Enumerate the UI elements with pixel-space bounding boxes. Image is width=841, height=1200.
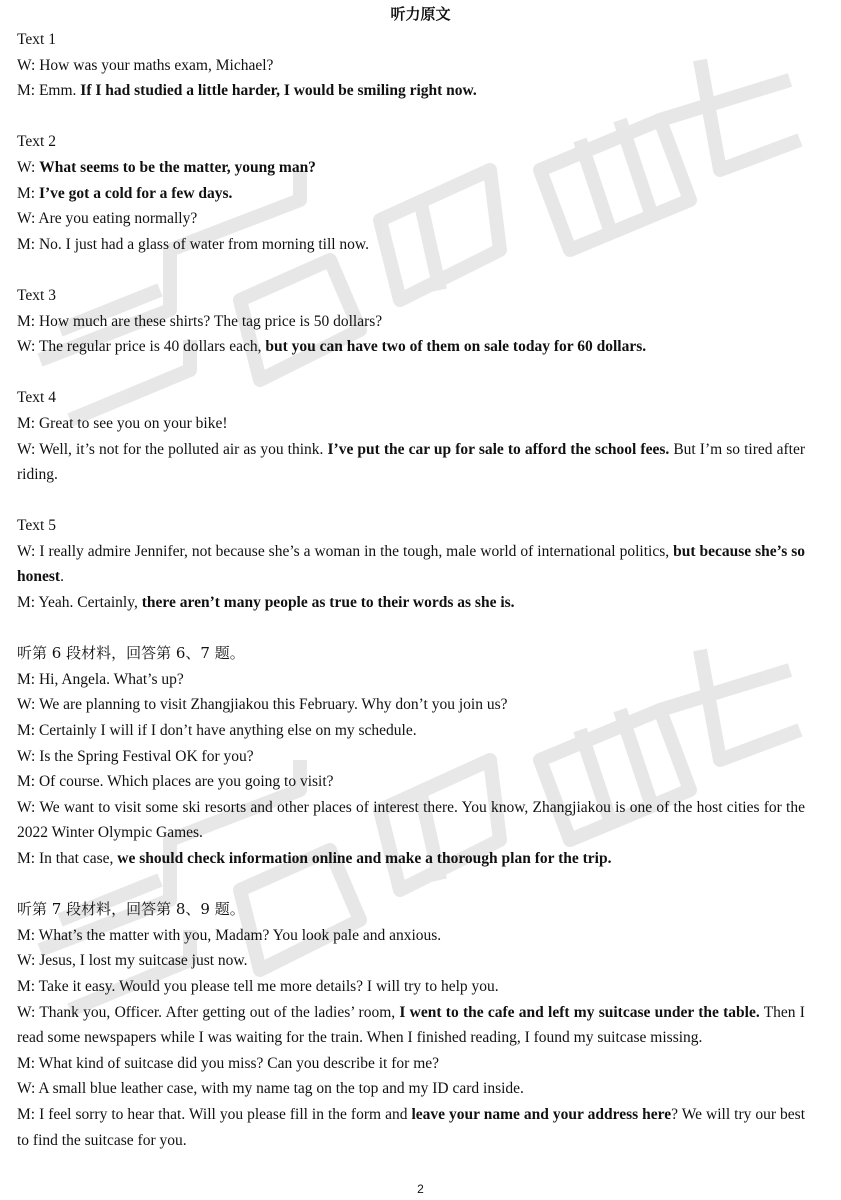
dialogue-text: M: How much are these shirts? The tag price is 50 dollars? [17,312,383,330]
dialogue-line [17,744,805,770]
dialogue-text: M: Certainly I will if I don’t have anything else on my schedule. [17,722,417,740]
dialogue-text: W: Well, it’s not for the polluted air as you think. [17,440,328,458]
dialogue-text: W: A small blue leather case, with my name tag on the top and my ID card inside. [17,1080,524,1098]
transcript-content [17,27,805,1153]
dialogue-line [17,974,805,1000]
dialogue-line [17,1076,805,1102]
dialogue-line [17,795,805,846]
dialogue-text: But I’m so tired after riding. [17,440,805,484]
dialogue-line [17,1000,805,1051]
section-heading: Text 5 [17,517,56,535]
bold-answer-text: we should check information online and make a thorough plan for the trip. [117,850,612,867]
dialogue-text: W: Are you eating normally? [17,210,198,228]
dialogue-text: . [60,568,64,586]
dialogue-text: M: What’s the matter with you, Madam? You look pale and anxious. [17,926,442,944]
dialogue-text: M: [17,184,39,202]
dialogue-text: M: Yeah. Certainly, [17,594,142,612]
dialogue-line [17,437,805,488]
bold-answer-text: leave your name and your address here [411,1105,672,1123]
section-gap [17,104,805,130]
dialogue-line [17,78,805,104]
section-heading: Text 4 [17,389,56,407]
dialogue-text: M: Great to see you on your bike! [17,414,228,432]
dialogue-line [17,309,805,335]
bold-answer-text: but because she’s so honest [17,542,805,586]
page-number: 2 [417,1182,424,1196]
bold-answer-text: If I had studied a little harder, I would be smiling right now. [80,82,477,100]
page-title: 听力原文 [390,5,451,23]
dialogue-text: W: The regular price is 40 dollars each, [17,338,266,356]
bold-answer-text: I’ve got a cold for a few days. [38,184,233,202]
dialogue-line [17,181,805,207]
dialogue-text: M: Of course. Which places are you going to visit? [17,773,334,791]
dialogue-text: M: Emm. [17,82,81,100]
dialogue-text: M: I feel sorry to hear that. Will you please fill in the form and [17,1105,412,1123]
dialogue-line [17,539,805,590]
dialogue-line [17,846,805,872]
dialogue-text: M: In that case, [17,850,118,867]
section-gap [17,257,805,283]
dialogue-line [17,1102,805,1153]
dialogue-line [17,948,805,974]
bold-answer-text: I went to the cafe and left my suitcase under the table. [399,1003,760,1021]
section-heading: Text 2 [17,133,56,151]
dialogue-text: W: Is the Spring Festival OK for you? [17,747,254,765]
dialogue-line [17,53,805,79]
section-heading: 听第 7 段材料，回答第 8、9 题。 [17,900,245,919]
dialogue-line [17,590,805,616]
bold-answer-text: but you can have two of them on sale today for 60 dollars. [265,338,647,356]
dialogue-line [17,692,805,718]
dialogue-line [17,718,805,744]
dialogue-line [17,667,805,693]
dialogue-line [17,232,805,258]
dialogue-line [17,206,805,232]
dialogue-text: Then I read some newspapers while I was waiting for the train. When I finished reading, I found my suitcase missing. [17,1003,805,1047]
section-gap [17,616,805,642]
section-gap [17,872,805,898]
section-heading: Text 3 [17,286,56,304]
dialogue-text: W: Thank you, Officer. After getting out of the ladies’ room, [17,1003,400,1021]
dialogue-text: W: [17,158,40,176]
bold-answer-text: I’ve put the car up for sale to afford the school fees. [327,440,670,458]
dialogue-line [17,155,805,181]
dialogue-text: ? We will try our best to find the suitcase for you. [17,1105,806,1149]
dialogue-text: W: Jesus, I lost my suitcase just now. [17,952,248,970]
section-gap [17,488,805,514]
bold-answer-text: What seems to be the matter, young man? [39,158,316,176]
section-gap [17,360,805,386]
bold-answer-text: there aren’t many people as true to their words as she is. [141,594,515,612]
dialogue-text: W: We are planning to visit Zhangjiakou this February. Why don’t you join us? [17,696,508,714]
dialogue-line [17,923,805,949]
dialogue-line [17,769,805,795]
section-heading: 听第 6 段材料，回答第 6、7 题。 [17,644,245,663]
dialogue-text: W: We want to visit some ski resorts and other places of interest there. You know, Zhangjiakou is one of the host cities for the 2022 Winter Olympic Games. [17,798,805,842]
dialogue-line [17,334,805,360]
dialogue-text: W: How was your maths exam, Michael? [17,56,274,74]
dialogue-text: W: I really admire Jennifer, not because she’s a woman in the tough, male world of international politics, [17,542,674,560]
dialogue-text: M: What kind of suitcase did you miss? Can you describe it for me? [17,1054,440,1072]
dialogue-line [17,1051,805,1077]
dialogue-text: M: No. I just had a glass of water from morning till now. [17,235,369,253]
dialogue-text: M: Hi, Angela. What’s up? [17,670,184,688]
section-heading: Text 1 [17,31,56,48]
dialogue-text: M: Take it easy. Would you please tell me more details? I will try to help you. [17,977,499,995]
dialogue-line [17,411,805,437]
